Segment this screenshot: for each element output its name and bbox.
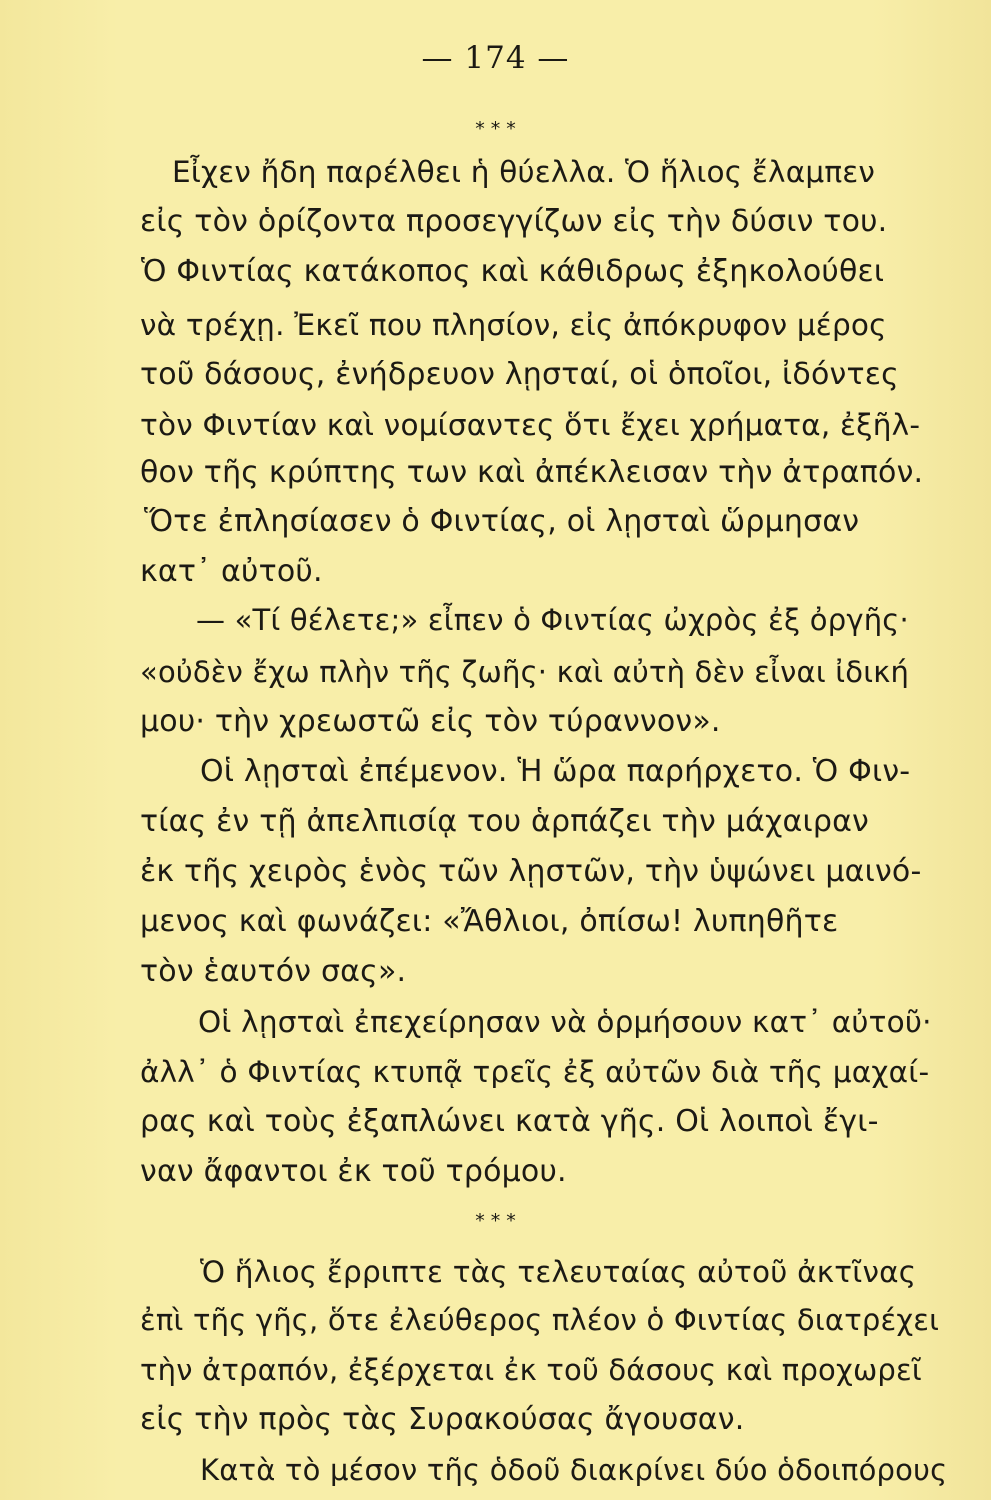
text-line-10: — «Τί θέλετε;» εἶπεν ὁ Φιντίας ὠχρὸς ἐξ ὀργῆς·	[196, 603, 909, 637]
text-line-14: τίας ἐν τῇ ἀπελπισίᾳ του ἁρπάζει τὴν μάχαιραν	[140, 804, 869, 839]
text-line-19: ἀλλ᾿ ὁ Φιντίας κτυπᾷ τρεῖς ἐξ αὐτῶν διὰ τῆς μαχαί-	[140, 1055, 930, 1089]
text-line-1: Εἶχεν ἤδη παρέλθει ἡ θύελλα. Ὁ ἥλιος ἔλαμπεν	[172, 155, 876, 189]
section-break-asterism-2: * * *	[475, 1210, 516, 1232]
text-line-7: θον τῆς κρύπτης των καὶ ἀπέκλεισαν τὴν ἀτραπόν.	[140, 455, 924, 490]
text-line-16: μενος καὶ φωνάζει: «Ἄθλιοι, ὀπίσω! λυπηθῆτε	[140, 904, 839, 939]
page-number: — 174 —	[421, 40, 570, 76]
text-line-4: νὰ τρέχῃ. Ἐκεῖ που πλησίον, εἰς ἀπόκρυφον μέρος	[140, 308, 887, 342]
text-line-11: «οὐδὲν ἔχω πλὴν τῆς ζωῆς· καὶ αὐτὴ δὲν εἶναι ἰδική	[140, 655, 910, 689]
text-line-18: Οἱ λῃσταὶ ἐπεχείρησαν νὰ ὁρμήσουν κατ᾿ αὐτοῦ·	[198, 1005, 932, 1039]
text-line-22: Ὁ ἥλιος ἔρριπτε τὰς τελευταίας αὐτοῦ ἀκτῖνας	[200, 1255, 917, 1289]
text-line-2: εἰς τὸν ὁρίζοντα προσεγγίζων εἰς τὴν δύσιν του.	[140, 204, 888, 239]
text-line-15: ἐκ τῆς χειρὸς ἑνὸς τῶν λῃστῶν, τὴν ὑψώνει μαινό-	[140, 854, 922, 889]
text-line-25: εἰς τὴν πρὸς τὰς Συρακούσας ἄγουσαν.	[140, 1402, 745, 1437]
text-line-23: ἐπὶ τῆς γῆς, ὅτε ἐλεύθερος πλέον ὁ Φιντίας διατρέχει	[140, 1303, 940, 1337]
text-line-24: τὴν ἀτραπόν, ἐξέρχεται ἐκ τοῦ δάσους καὶ προχωρεῖ	[140, 1353, 922, 1387]
text-line-9: κατ᾿ αὐτοῦ.	[140, 554, 323, 589]
text-line-21: ναν ἄφαντοι ἐκ τοῦ τρόμου.	[140, 1154, 567, 1189]
text-line-12: μου· τὴν χρεωστῶ εἰς τὸν τύραννον».	[140, 704, 721, 739]
text-line-3: Ὁ Φιντίας κατάκοπος καὶ κάθιδρως ἐξηκολούθει	[141, 254, 885, 289]
text-line-17: τὸν ἑαυτόν σας».	[140, 954, 407, 989]
section-break-asterism: * * *	[475, 118, 516, 140]
text-line-6: τὸν Φιντίαν καὶ νομίσαντες ὅτι ἔχει χρήματα, ἐξῆλ-	[140, 408, 921, 442]
text-line-5: τοῦ δάσους, ἐνήδρευον λῃσταί, οἱ ὁποῖοι, ἰδόντες	[140, 357, 899, 392]
text-line-8: Ὅτε ἐπλησίασεν ὁ Φιντίας, οἱ λῃσταὶ ὥρμησαν	[144, 504, 860, 539]
text-line-13: Οἱ λῃσταὶ ἐπέμενον. Ἡ ὥρα παρήρχετο. Ὁ Φιν-	[200, 754, 911, 789]
text-line-26: Κατὰ τὸ μέσον τῆς ὁδοῦ διακρίνει δύο ὁδοιπόρους	[200, 1453, 948, 1487]
text-line-20: ρας καὶ τοὺς ἐξαπλώνει κατὰ γῆς. Οἱ λοιποὶ ἔγι-	[140, 1104, 879, 1139]
